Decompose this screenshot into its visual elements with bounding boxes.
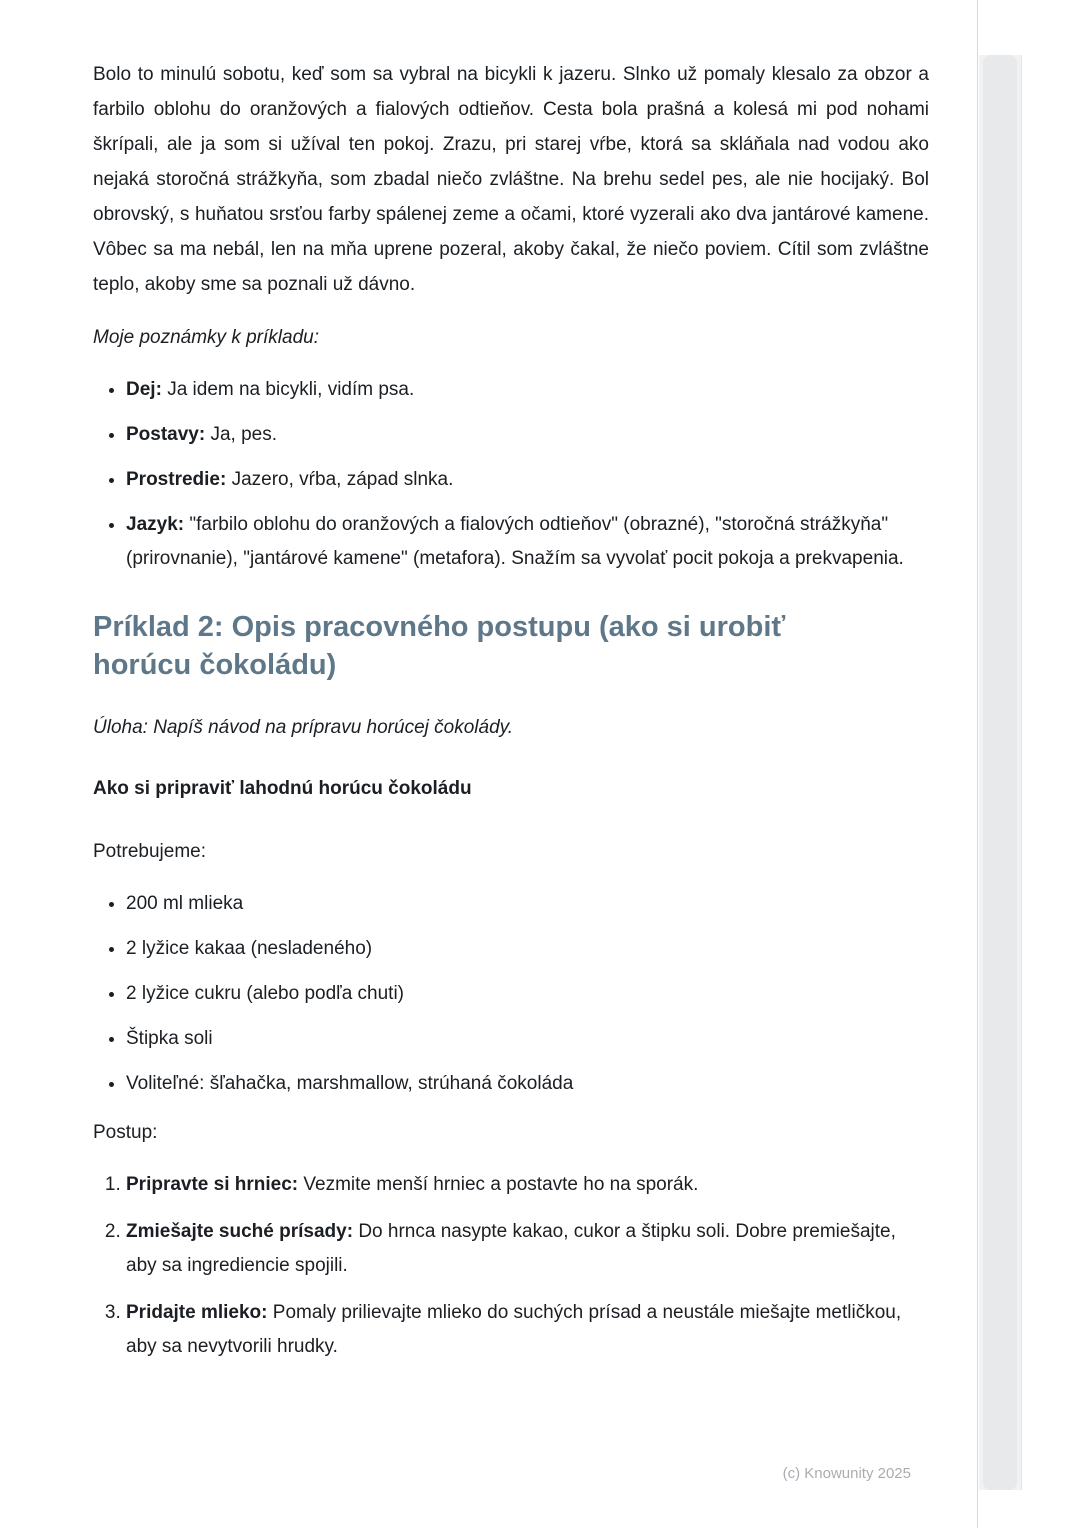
steps-list (93, 1168, 929, 1364)
note-text: "farbilo oblohu do oranžových a fialových odtieňov" (obrazné), "storočná strážkyňa" (prirovnanie), "jantárové kamene" (metafora). Snažím sa vyvolať pocit pokoja a prekvapenia. (126, 514, 904, 569)
step-item (126, 1215, 929, 1283)
steps-label: Postup: (93, 1122, 158, 1143)
notes-title: Moje poznámky k príkladu: (93, 327, 319, 348)
ingredient-item: • 200 ml mlieka (126, 887, 929, 921)
ingredients-label: Potrebujeme: (93, 841, 207, 862)
note-label: Dej: (126, 379, 162, 400)
notes-list (93, 373, 929, 576)
note-label: Prostredie: (126, 469, 227, 490)
story-paragraph: Bolo to minulú sobotu, keď som sa vybral na bicykli k jazeru. Slnko už pomaly klesalo za obzor a farbilo oblohu do oranžových a fialových odtieňov. Cesta bola prašná a kolesá mi pod nohami škrípali, ale ja som si užíval ten pokoj. Zrazu, pri starej vŕbe, ktorá sa skláňala nad vodou ako nejaká storočná strážkyňa, som zbadal niečo zvláštne. Na brehu sedel pes, ale nie hocijaký. Bol obrovský, s huňatou srsťou farby spálenej zeme a očami, ktoré vyzerali ako dva jantárové kamene. Vôbec sa ma nebál, len na mňa uprene pozeral, akoby čakal, že niečo poviem. Cítil som zvláštne teplo, akoby sme sa poznali už dávno. (93, 64, 929, 295)
step-item (126, 1296, 929, 1364)
step-label: Pridajte mlieko: (126, 1302, 268, 1323)
ingredient-item: • Štipka soli (126, 1022, 929, 1056)
step-label: Zmiešajte suché prísady: (126, 1221, 354, 1242)
step-text: Do hrnca nasypte kakao, cukor a štipku soli. Dobre premiešajte, aby sa ingrediencie spojili. (126, 1221, 896, 1276)
scrollbar[interactable] (979, 55, 1022, 1490)
task-line: Úloha: Napíš návod na prípravu horúcej čokolády. (93, 717, 514, 738)
ingredient-item: • 2 lyžice cukru (alebo podľa chuti) (126, 977, 929, 1011)
ingredient-item: • Voliteľné: šľahačka, marshmallow, strúhaná čokoláda (126, 1067, 929, 1101)
note-item (126, 418, 929, 452)
section-heading: Príklad 2: Opis pracovného postupu (ako si urobiť horúcu čokoládu) (93, 611, 786, 681)
note-text: Ja idem na bicykli, vidím psa. (167, 379, 415, 400)
recipe-title: Ako si pripraviť lahodnú horúcu čokoládu (93, 778, 472, 799)
note-text: Jazero, vŕba, západ slnka. (231, 469, 454, 490)
note-label: Jazyk: (126, 514, 185, 535)
ingredient-item: • 2 lyžice kakaa (nesladeného) (126, 932, 929, 966)
scrollbar-thumb[interactable] (983, 55, 1017, 1490)
note-item (126, 373, 929, 407)
note-item (126, 508, 929, 576)
ingredients-list (93, 887, 929, 1101)
step-text: Vezmite menší hrniec a postavte ho na sporák. (303, 1174, 699, 1195)
note-text: Ja, pes. (210, 424, 278, 445)
step-text: Pomaly prilievajte mlieko do suchých prísad a neustále miešajte metličkou, aby sa nevytvorili hrudky. (126, 1302, 902, 1357)
note-label: Postavy: (126, 424, 206, 445)
copyright-note: (c) Knowunity 2025 (782, 1465, 911, 1482)
step-label: Pripravte si hrniec: (126, 1174, 299, 1195)
note-item (126, 463, 929, 497)
step-item (126, 1168, 929, 1202)
